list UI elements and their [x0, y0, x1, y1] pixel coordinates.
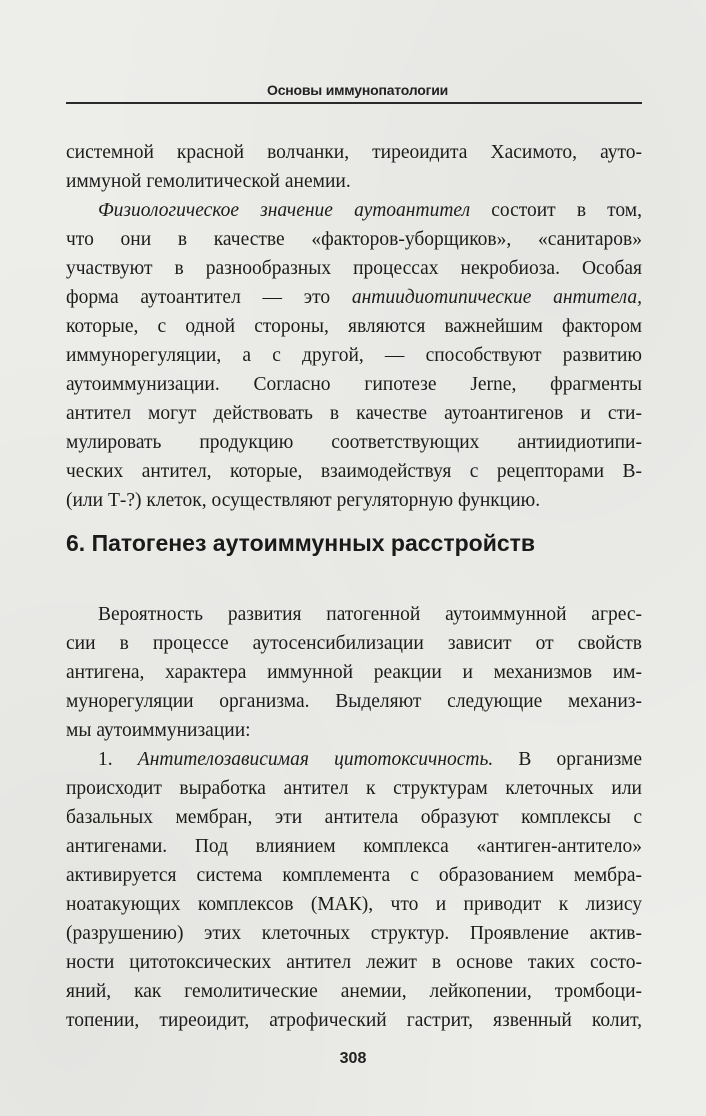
- text-line: Вероятность развития патогенной аутоиммунной агрес-: [98, 604, 642, 625]
- text-line: мунорегуляции организма. Выделяют следующие механиз-: [66, 691, 642, 712]
- text-line: базальных мембран, эти антитела образуют комплексы с: [66, 807, 642, 828]
- text-line: ноатакующих комплексов (МАК), что и приводит к лизису: [66, 894, 642, 915]
- text-line: (или Т-?) клеток, осуществляют регуляторную функцию.: [66, 490, 541, 511]
- text-line: ческих антител, которые, взаимодействуя с рецепторами В-: [66, 461, 642, 482]
- italic-term: антиидиотипические антитела,: [351, 287, 642, 308]
- text-fragment: состоит в том,: [470, 200, 642, 221]
- text-line: [66, 745, 642, 774]
- text-line: [66, 196, 642, 225]
- text-line: ности цитотоксических антител лежит в основе таких состо-: [66, 952, 642, 973]
- body-text-upper: [66, 138, 642, 515]
- text-line: иммуной гемолитической анемии.: [66, 171, 351, 192]
- list-number: 1.: [98, 749, 138, 770]
- text-line: антигенами. Под влиянием комплекса «антиген-антитело»: [66, 836, 642, 857]
- text-line: которые, с одной стороны, являются важнейшим фактором: [66, 316, 642, 337]
- text-line: [66, 283, 642, 312]
- text-line: мулировать продукцию соответствующих антиидиотипи-: [66, 432, 642, 453]
- header-rule: [66, 102, 642, 104]
- text-line: сии в процессе аутосенсибилизации зависит от свойств: [66, 633, 642, 654]
- body-text-lower: [66, 600, 642, 1035]
- italic-term: Физиологическое значение аутоантител: [98, 200, 471, 221]
- text-line: происходит выработка антител к структурам клеточных или: [66, 778, 642, 799]
- text-line: активируется система комплемента с образованием мембра-: [66, 865, 642, 886]
- text-fragment: форма аутоантител — это: [66, 287, 352, 308]
- text-line: топении, тиреоидит, атрофический гастрит, язвенный колит,: [66, 1010, 642, 1031]
- running-head-title: Основы иммунопатологии: [267, 82, 449, 98]
- italic-term: Антителозависимая цитотоксичность.: [137, 749, 494, 770]
- text-line: аутоиммунизации. Согласно гипотезе Jerne, фрагменты: [66, 374, 642, 395]
- page-number: 308: [339, 1050, 367, 1067]
- text-line: антигена, характера иммунной реакции и механизмов им-: [66, 662, 642, 683]
- text-fragment: В организме: [493, 749, 642, 770]
- text-line: что они в качестве «факторов-уборщиков», «санитаров»: [66, 229, 642, 250]
- text-line: (разрушению) этих клеточных структур. Проявление актив-: [66, 923, 642, 944]
- section-heading: 6. Патогенез аутоиммунных расстройств: [66, 530, 536, 556]
- text-line: системной красной волчанки, тиреоидита Хасимото, ауто-: [66, 142, 642, 163]
- text-line: иммунорегуляции, а с другой, — способствуют развитию: [66, 345, 642, 366]
- text-line: участвуют в разнообразных процессах некробиоза. Особая: [66, 258, 642, 279]
- text-line: антител могут действовать в качестве аутоантигенов и сти-: [66, 403, 642, 424]
- text-line: мы аутоиммунизации:: [66, 720, 251, 741]
- text-line: яний, как гемолитические анемии, лейкопении, тромбоци-: [66, 981, 642, 1002]
